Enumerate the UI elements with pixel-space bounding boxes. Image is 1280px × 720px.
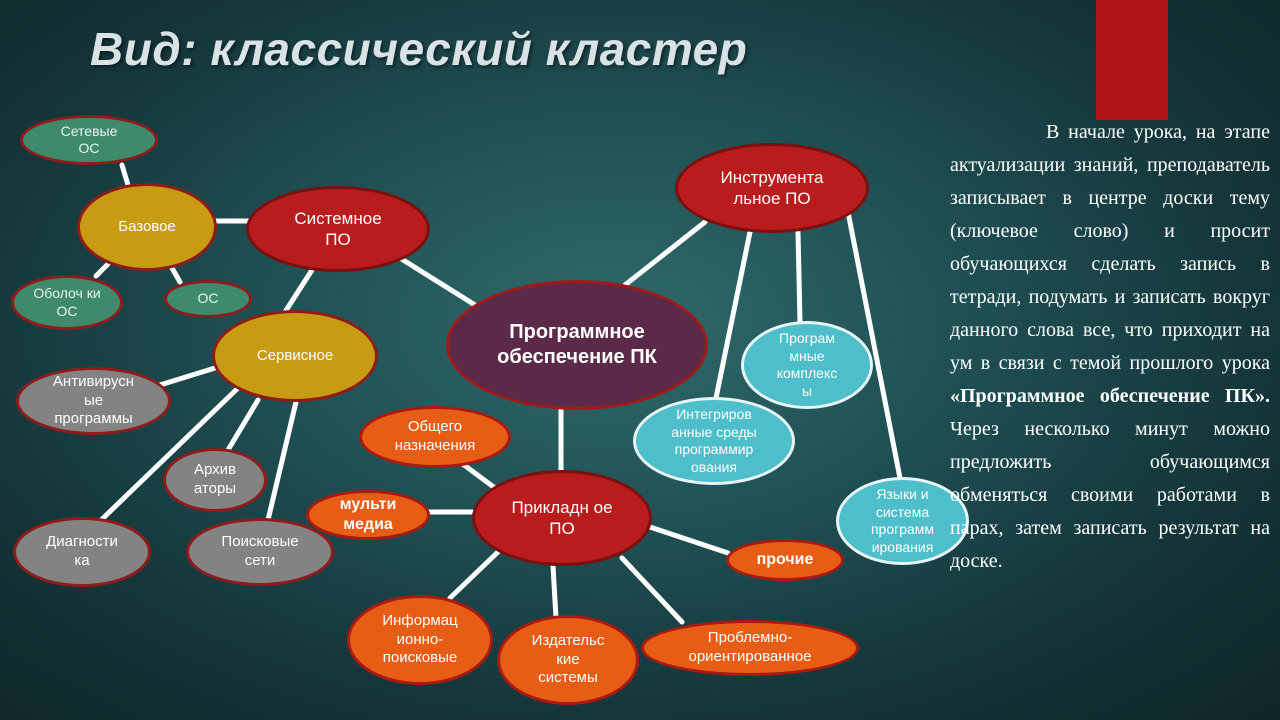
link-prikl-izdatel	[553, 566, 556, 618]
link-prikl-prochie	[650, 527, 728, 553]
node-general-purpose: Общего назначения	[359, 406, 511, 468]
node-archivers: Архив аторы	[163, 448, 267, 512]
link-servisnoe-arhivatory	[228, 400, 258, 450]
link-bazovoe-os	[172, 268, 180, 282]
link-prikl-problemno	[622, 558, 682, 622]
node-network-os: Сетевые ОС	[20, 115, 158, 165]
node-basic: Базовое	[77, 183, 217, 271]
link-servisnoe-poiskovye	[268, 402, 296, 520]
node-diagnostics: Диагности ка	[13, 517, 151, 587]
node-search-networks: Поисковые сети	[186, 518, 334, 586]
node-problem-oriented: Проблемно- ориентированное	[641, 620, 859, 676]
node-instrumental-software: Инструмента льное ПО	[675, 143, 869, 233]
node-os: ОС	[164, 280, 252, 318]
node-info-search: Информац ионно- поисковые	[347, 595, 493, 685]
node-system-software: Системное ПО	[246, 186, 430, 272]
link-prikl-informac	[450, 550, 500, 598]
link-prikl-obschego	[460, 462, 495, 488]
node-antivirus: Антивирусн ые программы	[16, 367, 171, 435]
link-sistemnoe-servisnoe	[285, 270, 312, 312]
node-software-complexes: Програм мные комплекс ы	[741, 321, 873, 409]
node-applied-software: Прикладн ое ПО	[472, 470, 652, 566]
link-center-sistemnoe	[400, 258, 475, 305]
link-center-instrumentalnoe	[625, 222, 705, 285]
node-multimedia: мульти медиа	[306, 490, 430, 540]
node-other: прочие	[726, 539, 844, 581]
description-text: В начале урока, на этапе актуализации знаний, преподаватель записывает в центре доски тему (ключевое слово) и просит обучающихся сделать запись в тетради, подумать и записать вокруг данного слова все, что приходит на ум в связи с темой прошлого урока «Программное обеспечение ПК». Через несколько минут можно предложить обучающимся обменяться своими работами в парах, затем записать результат на доске.	[950, 121, 1270, 572]
node-publishing-systems: Издательс кие системы	[497, 615, 639, 705]
node-ide: Интегриров анные среды программир ования	[633, 397, 795, 485]
slide-title: Вид: классический кластер	[90, 23, 748, 75]
node-service: Сервисное	[212, 310, 378, 402]
link-bazovoe-setevye	[122, 165, 128, 185]
node-programming-languages: Языки и система программ ирования	[836, 477, 969, 565]
node-os-shells: Оболоч ки ОС	[11, 275, 123, 330]
link-bazovoe-obolochki	[96, 264, 108, 276]
link-servisnoe-antivirus	[160, 368, 215, 385]
node-center-software: Программное обеспечение ПК	[446, 280, 708, 410]
link-instr-kompleksy	[798, 232, 800, 322]
